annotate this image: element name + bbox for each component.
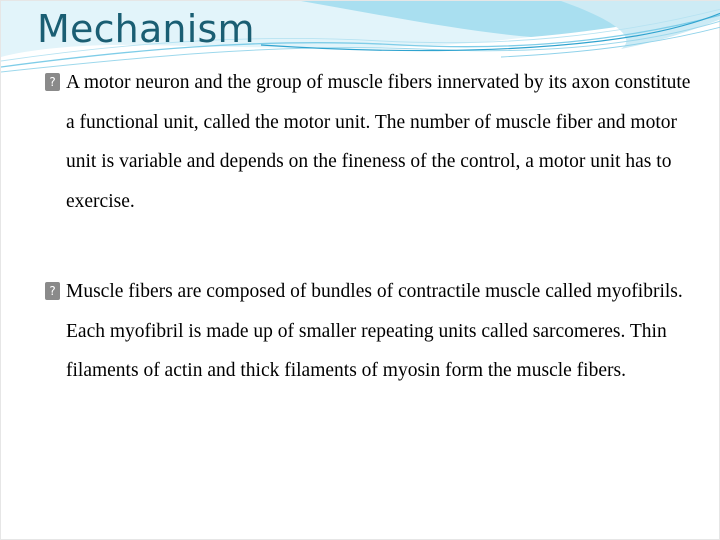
- bullet-text-motor-unit: A motor neuron and the group of muscle fibers innervated by its axon constitute a functional unit, called the motor unit. The number of muscle fiber and motor unit is variable and depends on the fineness of the control, a motor unit has to exercise.: [66, 72, 691, 212]
- slide-body: [45, 63, 695, 391]
- missing-glyph-bullet-icon: ?: [45, 282, 60, 300]
- bullet-text-myofibrils: Muscle fibers are composed of bundles of contractile muscle called myofibrils. Each myofibril is made up of smaller repeating units called sarcomeres. Thin filaments of actin and thick filaments of myosin form the muscle fibers.: [66, 281, 683, 381]
- slide-title: Mechanism: [37, 7, 255, 51]
- bullet-item: [45, 272, 695, 391]
- bullet-item: [45, 63, 695, 221]
- missing-glyph-bullet-icon: ?: [45, 73, 60, 91]
